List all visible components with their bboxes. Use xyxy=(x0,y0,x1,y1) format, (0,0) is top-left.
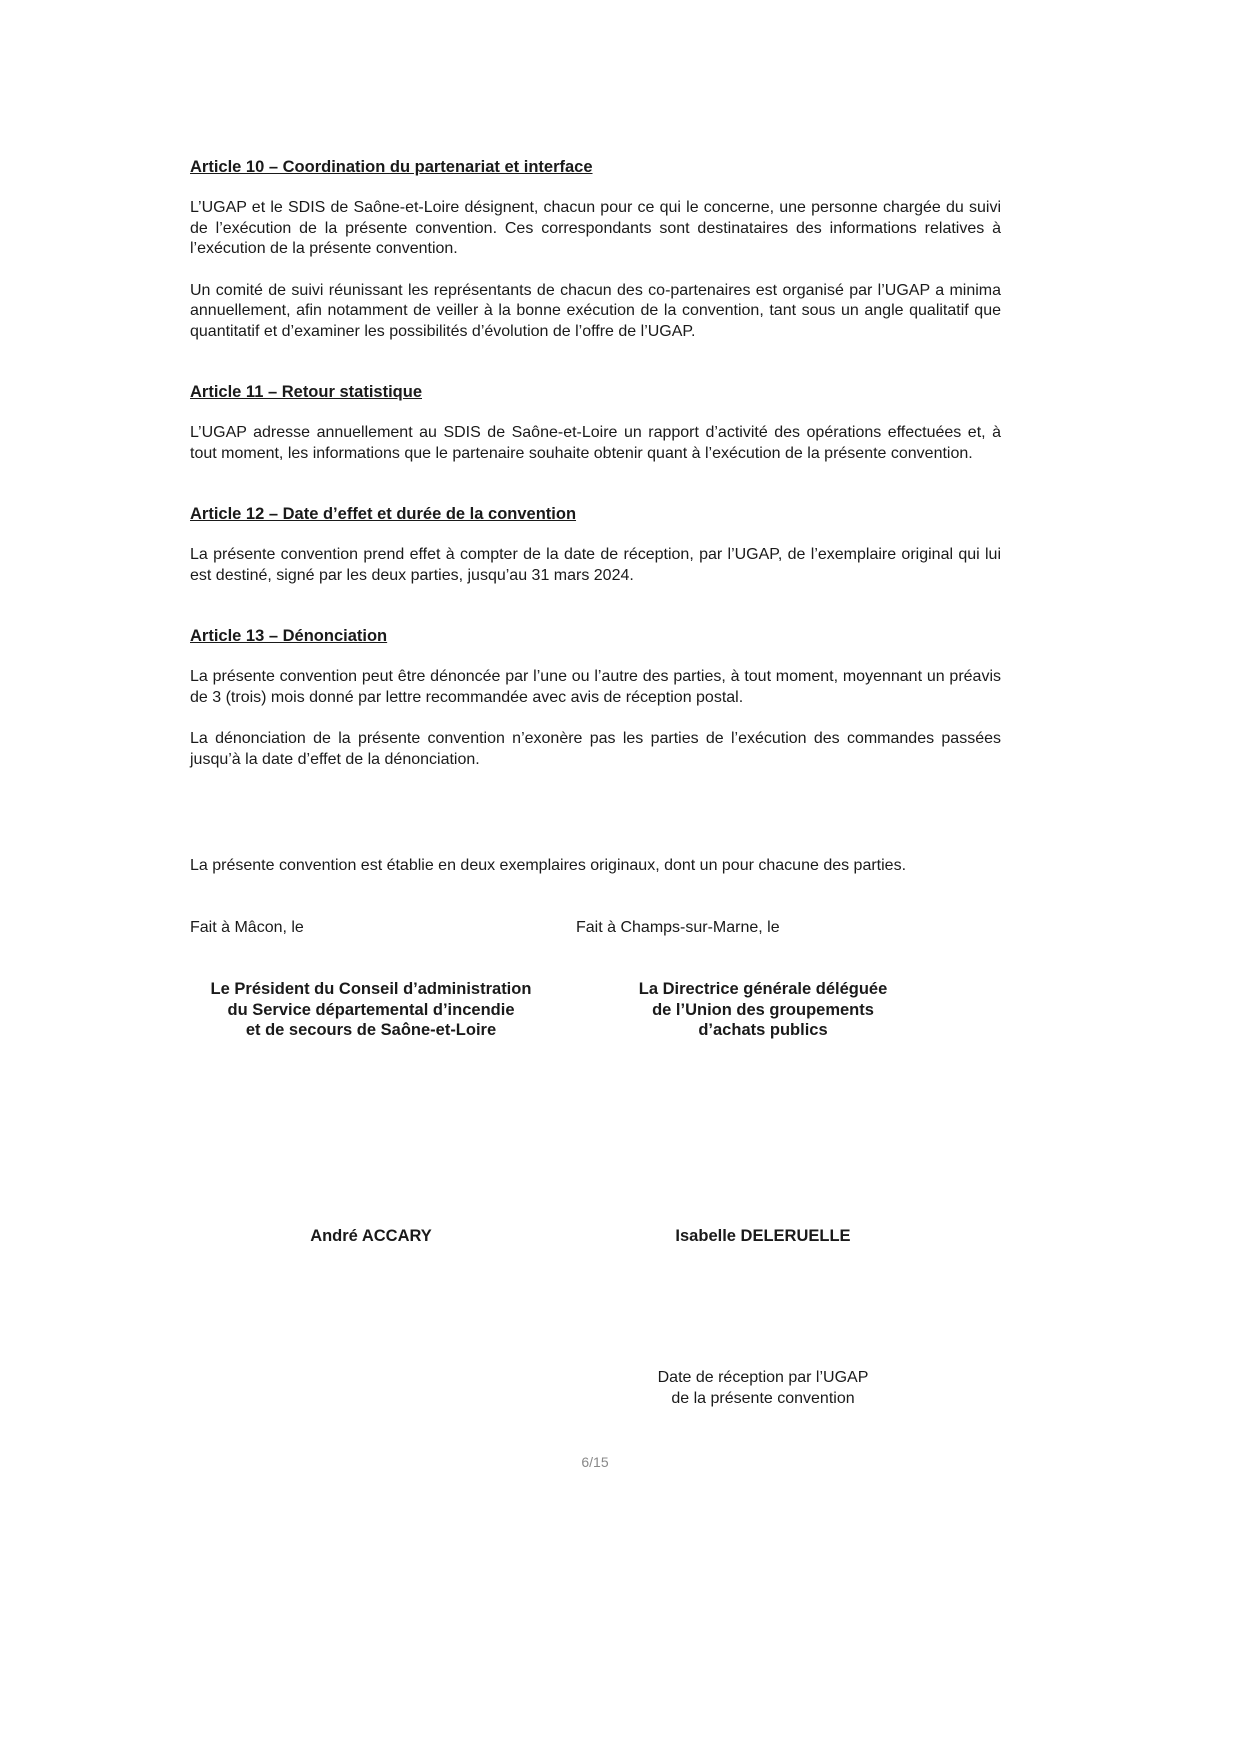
closing-statement: La présente convention est établie en deux exemplaires originaux, dont un pour chacune des parties. xyxy=(190,857,907,874)
page-number: 6/15 xyxy=(581,1454,609,1470)
articles-body xyxy=(190,157,1001,770)
article-11-heading: Article 11 – Retour statistique xyxy=(190,383,422,401)
signatory-title-left xyxy=(190,979,552,1041)
article-13-paragraph-1: La présente convention peut être dénoncée par l’une ou l’autre des parties, à tout moment, moyennant un préavis de 3 (trois) mois donné par lettre recommandée avec avis de réception postal. xyxy=(190,668,1001,706)
signatory-name-left: André ACCARY xyxy=(310,1227,432,1245)
signatory-title-right xyxy=(598,979,928,1041)
article-13-heading: Article 13 – Dénonciation xyxy=(190,627,388,645)
reception-date-line-2: de la présente convention xyxy=(671,1389,855,1407)
signatory-title-left-line-1: Le Président du Conseil d’administration xyxy=(210,980,532,998)
article-12-heading: Article 12 – Date d’effet et durée de la convention xyxy=(190,505,577,523)
article-13-paragraph-2: La dénonciation de la présente convention n’exonère pas les parties de l’exécution des commandes passées jusqu’à la date d’effet de la dénonciation. xyxy=(190,730,1001,768)
reception-date-label xyxy=(598,1368,928,1409)
reception-date-line-1: Date de réception par l’UGAP xyxy=(657,1369,869,1386)
signatory-title-left-line-2: du Service départemental d’incendie xyxy=(227,1000,515,1019)
signature-place-right: Fait à Champs-sur-Marne, le xyxy=(576,919,780,936)
article-10-heading: Article 10 – Coordination du partenariat et interface xyxy=(190,158,593,176)
article-10-paragraph-2: Un comité de suivi réunissant les représentants de chacun des co-partenaires est organisé par l’UGAP a minima annuellement, afin notamment de veiller à la bonne exécution de la convention, tant sous un angle qualitatif que quantitatif et d’examiner les possibilités d’évolution de l’offre de l’UGAP. xyxy=(190,281,1001,340)
article-10-paragraph-1: L’UGAP et le SDIS de Saône-et-Loire désignent, chacun pour ce qui le concerne, une personne chargée du suivi de l’exécution de la présente convention. Ces correspondants sont destinataires des informations relatives à l’exécution de la présente convention. xyxy=(190,199,1001,257)
article-11-paragraph-1: L’UGAP adresse annuellement au SDIS de Saône-et-Loire un rapport d’activité des opérations effectuées et, à tout moment, les informations que le partenaire souhaite obtenir quant à l’exécution de la présente convention. xyxy=(190,424,1001,462)
signatory-title-left-line-3: et de secours de Saône-et-Loire xyxy=(245,1021,497,1039)
article-12-paragraph-1: La présente convention prend effet à compter de la date de réception, par l’UGAP, de l’exemplaire original qui lui est destiné, signé par les deux parties, jusqu’au 31 mars 2024. xyxy=(190,546,1001,584)
signatory-title-right-line-2: de l’Union des groupements xyxy=(652,1000,874,1019)
signature-place-left: Fait à Mâcon, le xyxy=(190,919,304,936)
signatory-title-right-line-3: d’achats publics xyxy=(698,1021,828,1039)
signatory-title-right-line-1: La Directrice générale déléguée xyxy=(638,980,888,998)
signatory-name-right: Isabelle DELERUELLE xyxy=(675,1227,851,1245)
